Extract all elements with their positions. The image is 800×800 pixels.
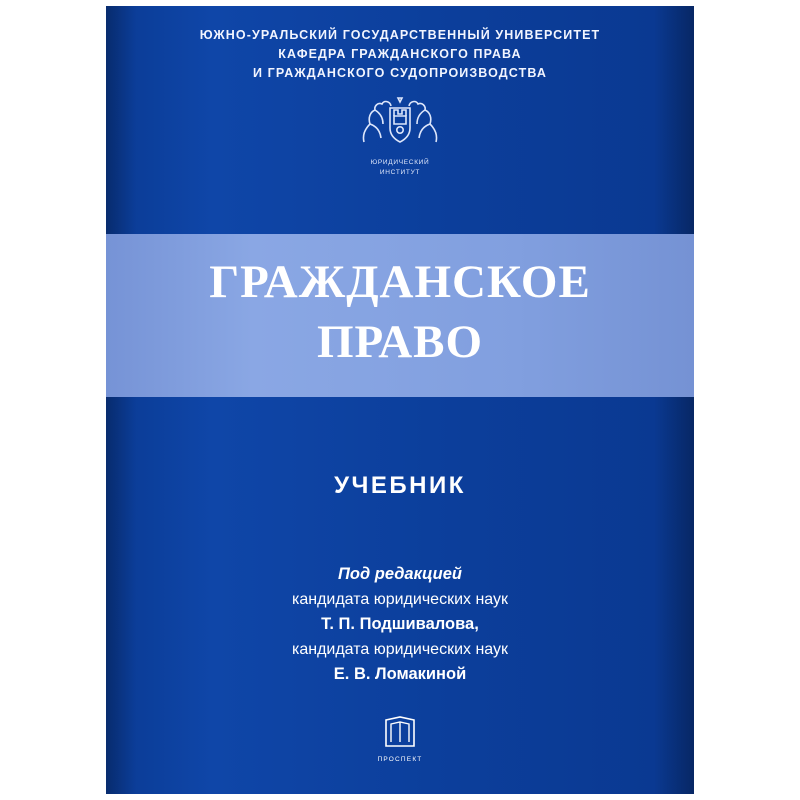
editor-name-2: Е. В. Ломакиной: [333, 665, 467, 683]
page-margin-top: [0, 0, 800, 6]
editor-name-1: Т. П. Подшивалова,: [321, 615, 479, 633]
university-line-1: ЮЖНО-УРАЛЬСКИЙ ГОСУДАРСТВЕННЫЙ УНИВЕРСИТЕТ: [199, 28, 601, 42]
page-margin-bottom: [0, 794, 800, 800]
book-title-line-2: ПРАВО: [316, 316, 484, 368]
emblem-caption-line-2: ИНСТИТУТ: [379, 169, 421, 176]
university-line-2: КАФЕДРА ГРАЖДАНСКОГО ПРАВА: [278, 47, 522, 61]
editor-degree-1: кандидата юридических наук: [291, 591, 508, 608]
publisher-name: ПРОСПЕКТ: [377, 756, 423, 763]
editors-block: [106, 562, 694, 687]
book-subtitle: УЧЕБНИК: [334, 472, 466, 499]
book-title: [106, 252, 694, 372]
university-emblem: [106, 94, 694, 177]
editor-degree-2: кандидата юридических наук: [291, 641, 508, 658]
publisher-block: [106, 715, 694, 766]
prospekt-logo-icon: [378, 715, 423, 763]
emblem-caption-line-1: ЮРИДИЧЕСКИЙ: [370, 159, 430, 166]
editors-heading: Под редакцией: [338, 565, 462, 583]
book-title-line-1: ГРАЖДАНСКОЕ: [209, 256, 591, 308]
page-margin-left: [0, 0, 106, 800]
university-emblem-icon: [354, 139, 446, 156]
university-line-3: И ГРАЖДАНСКОГО СУДОПРОИЗВОДСТВА: [253, 66, 547, 80]
university-heading: [106, 26, 694, 83]
book-cover: [106, 6, 694, 794]
page-margin-right: [694, 0, 800, 800]
